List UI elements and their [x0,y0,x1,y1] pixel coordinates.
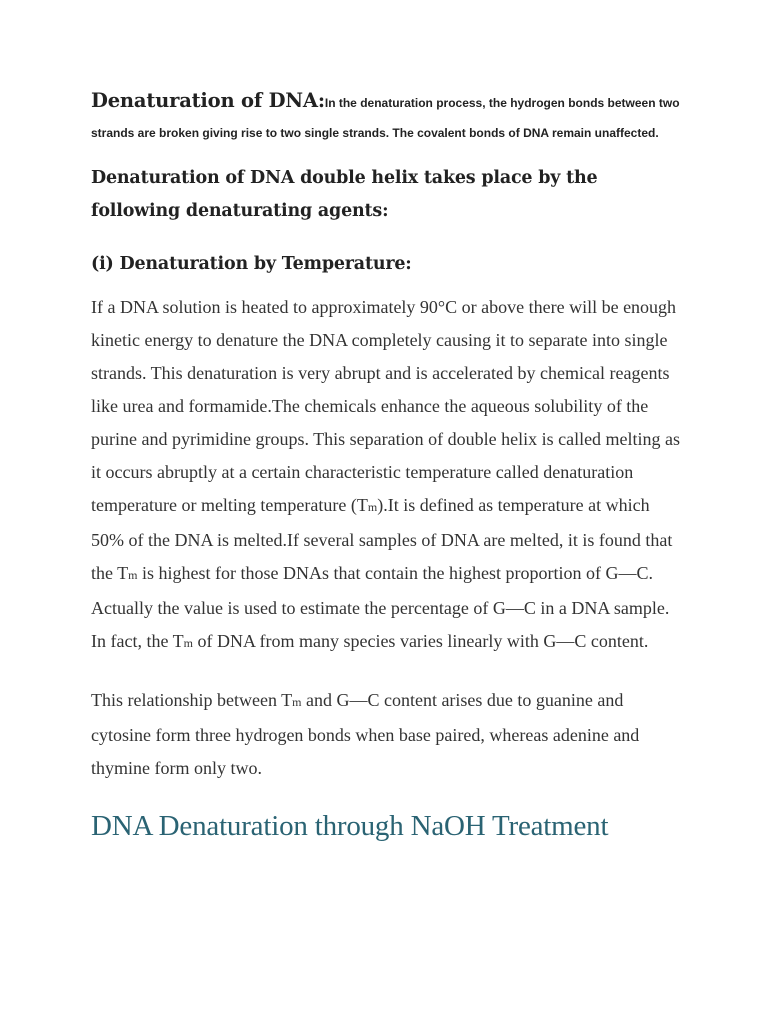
tm-subscript: m [128,568,138,582]
temperature-heading: (i) Denaturation by Temperature: [91,254,412,274]
denaturing-agents-heading: Denaturation of DNA double helix takes place by the following denaturating agents: [91,168,598,221]
gc-relationship-paragraph [91,684,681,785]
tm-subscript: m [183,636,193,650]
tm-subscript: m [292,695,302,709]
temperature-text: is highest for those DNAs that contain the highest proportion of G—C. Actually the value is used to estimate the percentage of G—C in a DNA sample. In fact, the T [91,563,670,651]
article [91,86,691,845]
intro-title: Denaturation of DNA: [91,89,325,112]
temperature-text: ).It is defined as temperature at which 50% of the DNA is melted.If several samples of DNA are melted, it is found that the T [91,495,673,583]
intro-paragraph [91,86,691,148]
temperature-text: If a DNA solution is heated to approximately 90°C or above there will be enough kinetic energy to denature the DNA completely causing it to separate into single strands. This denaturation is very abrupt and is accelerated by chemical reagents like urea and formamide.The chemicals enhance the aqueous solubility of the purine and pyrimidine groups. This separation of double helix is called melting as it occurs abruptly at a certain characteristic temperature called denaturation temperature or melting temperature (T [91,297,681,515]
intro-body: In the denaturation process, the hydrogen bonds between two strands are broken giving rise to two single strands. The covalent bonds of DNA remain unaffected. [91,96,680,140]
gc-relationship-text: This relationship between T [91,690,293,710]
temperature-text: of DNA from many species varies linearly with G—C content. [192,631,649,651]
naoh-section-title: DNA Denaturation through NaOH Treatment [91,810,609,842]
tm-subscript: m [367,500,378,514]
temperature-paragraph [91,291,681,660]
gc-relationship-text: and G—C content arises due to guanine and cytosine form three hydrogen bonds when base paired, whereas adenine and thymine form only two. [91,690,640,778]
